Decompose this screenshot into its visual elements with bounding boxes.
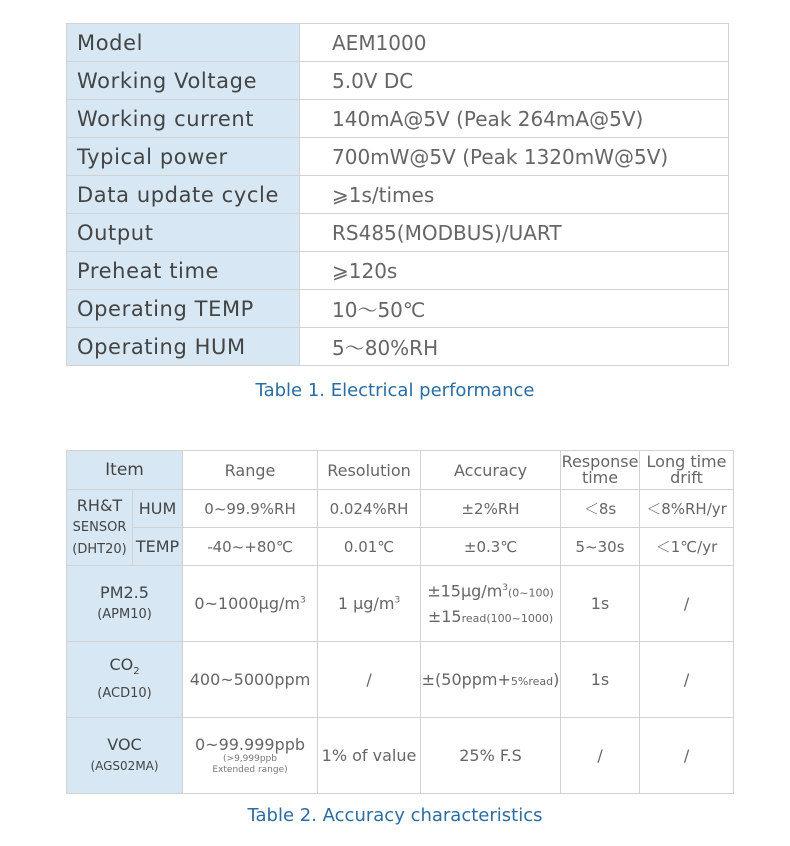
pm25-accuracy xyxy=(421,566,561,642)
header-response-line1: Response xyxy=(561,452,639,471)
table1-value: 5.0V DC xyxy=(300,62,729,100)
co2-acc-end: ) xyxy=(553,670,560,689)
header-drift-line2: drift xyxy=(670,468,703,487)
table2-caption: Table 2. Accuracy characteristics xyxy=(247,805,543,826)
rht-model: (DHT20) xyxy=(72,541,127,557)
table1-value: 5～80%RH xyxy=(300,328,729,366)
table1-value: AEM1000 xyxy=(300,24,729,62)
pm25-acc2-value: ±15 xyxy=(427,607,462,627)
voc-accuracy: 25% F.S xyxy=(421,718,561,794)
table1-row xyxy=(67,252,729,290)
pm25-name: PM2.5 xyxy=(100,582,149,602)
table1-value: ⩾120s xyxy=(300,252,729,290)
co2-accuracy xyxy=(421,642,561,718)
table1-value: 10～50℃ xyxy=(300,290,729,328)
table1-label: Typical power xyxy=(67,138,300,176)
table1-value: 140mA@5V (Peak 264mA@5V) xyxy=(300,100,729,138)
voc-response: / xyxy=(561,718,640,794)
table1-row xyxy=(67,290,729,328)
pm25-resolution-sup: 3 xyxy=(394,595,401,606)
hum-accuracy: ±2%RH xyxy=(421,490,561,528)
voc-range xyxy=(183,718,318,794)
co2-range: 400~5000ppm xyxy=(183,642,318,718)
header-row xyxy=(67,451,734,490)
header-response-time xyxy=(561,451,640,490)
header-item: Item xyxy=(67,451,183,490)
rht-sensor-label: SENSOR xyxy=(72,519,127,535)
pm25-model: (APM10) xyxy=(97,606,152,622)
co2-response: 1s xyxy=(561,642,640,718)
pm25-range-sup: 3 xyxy=(299,595,306,606)
table1-row xyxy=(67,138,729,176)
voc-range-value: 0~99.999ppb xyxy=(194,734,306,754)
co2-resolution: / xyxy=(318,642,421,718)
header-resolution: Resolution xyxy=(318,451,421,490)
table1-row xyxy=(67,100,729,138)
pm25-range xyxy=(183,566,318,642)
voc-name: VOC xyxy=(107,735,142,754)
pm25-acc1-range: (0~100) xyxy=(508,586,554,600)
pm25-range-value: 0~1000μg/m xyxy=(194,594,300,613)
table1-row xyxy=(67,328,729,366)
header-response-line2: time xyxy=(581,468,619,487)
temp-label: TEMP xyxy=(133,528,183,566)
row-voc xyxy=(67,718,734,794)
co2-name: CO xyxy=(109,654,134,674)
pm25-response: 1s xyxy=(561,566,640,642)
electrical-performance-body xyxy=(67,24,729,366)
pm25-acc1-sup: 3 xyxy=(502,582,509,593)
pm25-item-cell xyxy=(67,566,183,642)
table1-value: ⩾1s/times xyxy=(300,176,729,214)
table1-row xyxy=(67,24,729,62)
header-accuracy: Accuracy xyxy=(421,451,561,490)
table1-value: RS485(MODBUS)/UART xyxy=(300,214,729,252)
temp-drift: ＜1℃/yr xyxy=(640,528,734,566)
co2-drift: / xyxy=(640,642,734,718)
electrical-performance-table xyxy=(66,23,729,366)
temp-range: -40~+80℃ xyxy=(183,528,318,566)
hum-range: 0~99.9%RH xyxy=(183,490,318,528)
rht-sensor-cell xyxy=(67,490,133,566)
header-long-time-drift xyxy=(640,451,734,490)
table1-label: Data update cycle xyxy=(67,176,300,214)
hum-response: ＜8s xyxy=(561,490,640,528)
table1-value: 700mW@5V (Peak 1320mW@5V) xyxy=(300,138,729,176)
row-pm25 xyxy=(67,566,734,642)
co2-model: (ACD10) xyxy=(97,686,152,702)
table1-label: Model xyxy=(67,24,300,62)
table1-label: Output xyxy=(67,214,300,252)
hum-drift: ＜8%RH/yr xyxy=(640,490,734,528)
table1-label: Preheat time xyxy=(67,252,300,290)
table1-label: Working current xyxy=(67,100,300,138)
table1-row xyxy=(67,214,729,252)
co2-subscript: 2 xyxy=(133,666,140,678)
co2-acc-read: 5%read xyxy=(510,675,554,688)
temp-response: 5~30s xyxy=(561,528,640,566)
voc-range-note1: (>9,999ppb xyxy=(223,753,277,764)
voc-resolution: 1% of value xyxy=(318,718,421,794)
table1-row xyxy=(67,62,729,100)
accuracy-characteristics-table xyxy=(66,450,734,794)
table1-caption: Table 1. Electrical performance xyxy=(255,380,535,401)
row-rht-hum xyxy=(67,490,734,528)
pm25-acc1-value: ±15μg/m xyxy=(427,581,503,601)
header-drift-line1: Long time xyxy=(646,452,727,471)
hum-label: HUM xyxy=(133,490,183,528)
temp-resolution: 0.01℃ xyxy=(318,528,421,566)
pm25-drift: / xyxy=(640,566,734,642)
row-co2 xyxy=(67,642,734,718)
pm25-acc2-range: read(100~1000) xyxy=(461,612,554,626)
table1-label: Operating TEMP xyxy=(67,290,300,328)
co2-item-cell xyxy=(67,642,183,718)
temp-accuracy: ±0.3℃ xyxy=(421,528,561,566)
co2-acc-value: ±(50ppm+ xyxy=(421,670,511,689)
rht-name: RH&T xyxy=(76,495,123,515)
voc-item-cell xyxy=(67,718,183,794)
header-range: Range xyxy=(183,451,318,490)
hum-resolution: 0.024%RH xyxy=(318,490,421,528)
pm25-resolution-value: 1 μg/m xyxy=(337,594,395,613)
voc-drift: / xyxy=(640,718,734,794)
voc-model: (AGS02MA) xyxy=(90,759,159,773)
voc-range-note2: Extended range) xyxy=(212,764,288,775)
table1-row xyxy=(67,176,729,214)
table1-label: Working Voltage xyxy=(67,62,300,100)
row-rht-temp xyxy=(67,528,734,566)
table1-label: Operating HUM xyxy=(67,328,300,366)
pm25-resolution xyxy=(318,566,421,642)
